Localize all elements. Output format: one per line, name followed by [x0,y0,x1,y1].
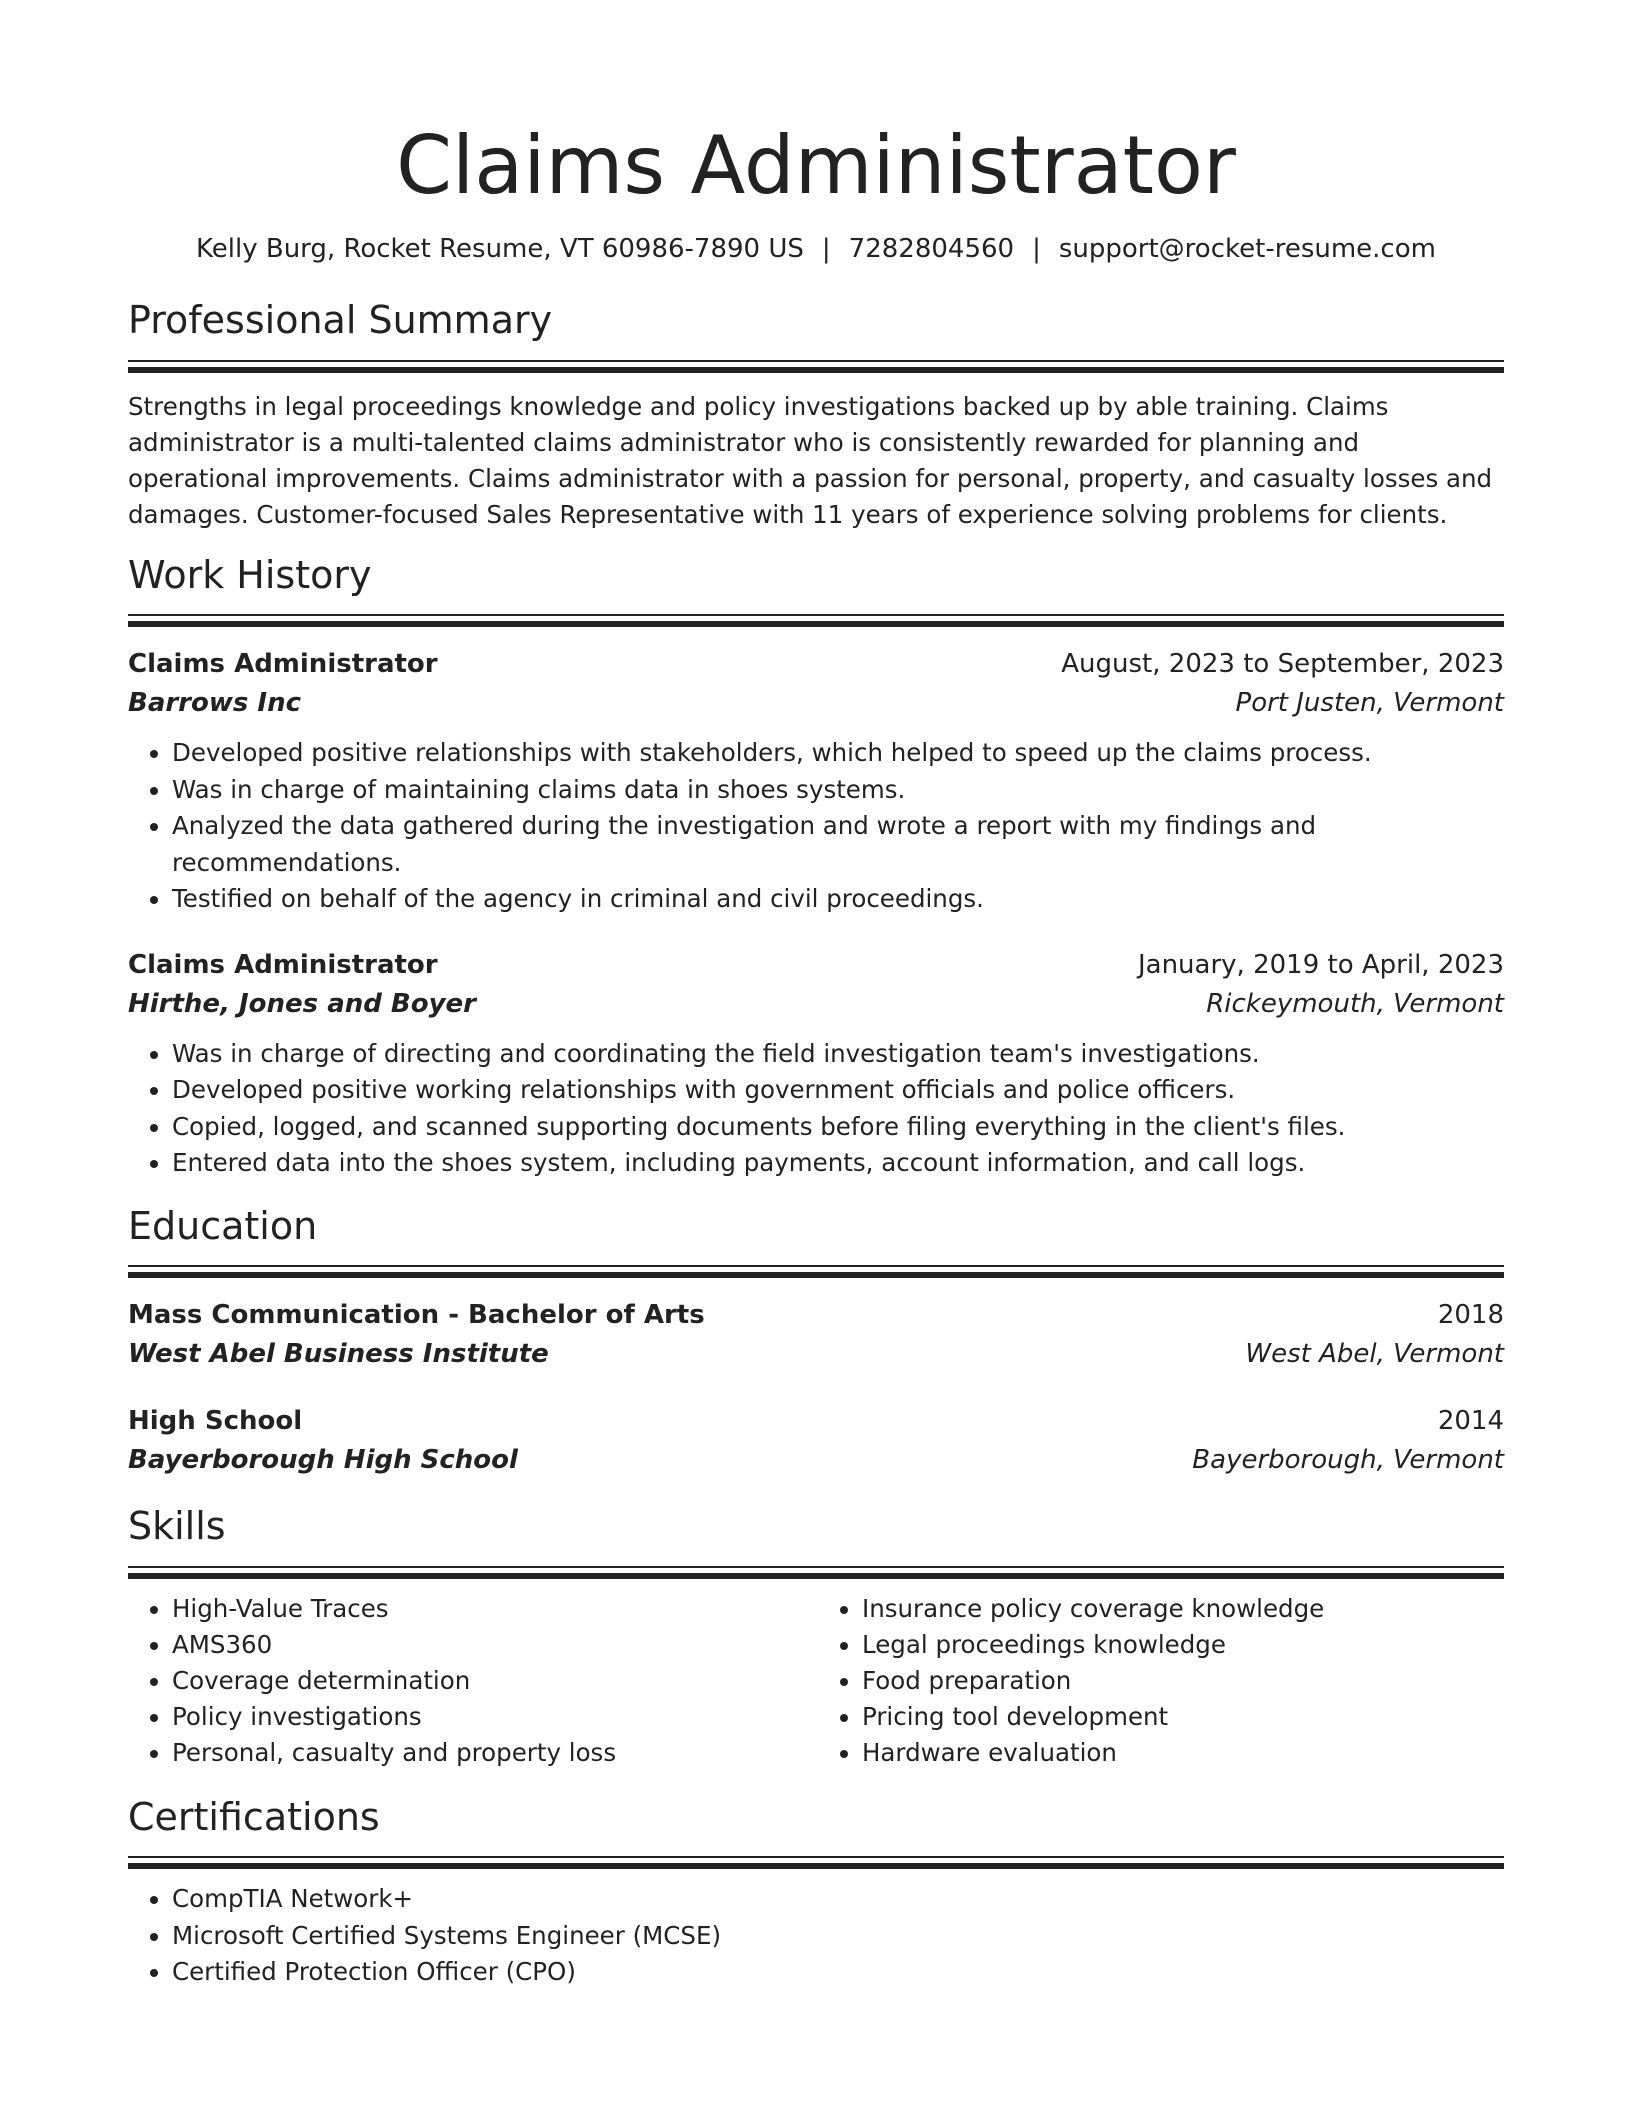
skills-column-left [128,1591,816,1771]
section-rule [128,1856,1504,1858]
certifications-section [128,1795,1504,1991]
contact-email[interactable]: support@rocket-resume.com [1058,234,1436,264]
skill-item: • Hardware evaluation [862,1735,1504,1771]
skills-columns [128,1591,1504,1771]
skill-item: • Pricing tool development [862,1699,1504,1735]
section-rule [128,360,1504,362]
skill-item: • Insurance policy coverage knowledge [862,1591,1504,1627]
skill-item: • Food preparation [862,1663,1504,1699]
contact-phone: 7282804560 [848,234,1015,264]
education-school: West Abel Business Institute [128,1339,549,1370]
section-title-certifications: Certifications [128,1794,380,1839]
list-item: • Copied, logged, and scanned supporting documents before filing everything in the client's files. [172,1109,1504,1146]
section-rule [128,1566,1504,1568]
skills-column-right [816,1591,1504,1771]
education-year: 2014 [1437,1406,1504,1437]
list-item: • Was in charge of directing and coordinating the field investigation team's investigations. [172,1036,1504,1073]
certification-item: • Certified Protection Officer (CPO) [172,1954,1504,1991]
section-title-summary: Professional Summary [128,298,553,342]
certifications-list [128,1881,1504,1991]
list-item: • Analyzed the data gathered during the investigation and wrote a report with my findings and recommendations. [172,808,1504,881]
certification-item: • CompTIA Network+ [172,1881,1504,1918]
job-bullets [128,735,1504,918]
list-item: • Was in charge of maintaining claims data in shoes systems. [172,772,1504,809]
certification-item: • Microsoft Certified Systems Engineer (MCSE) [172,1918,1504,1955]
section-rule [128,1863,1504,1869]
list-item: • Entered data into the shoes system, including payments, account information, and call logs. [172,1145,1504,1182]
contact-address: Kelly Burg, Rocket Resume, VT 60986-7890 US [196,234,804,264]
list-item: • Testified on behalf of the agency in criminal and civil proceedings. [172,881,1504,918]
education-entry [128,1402,1504,1480]
job-location: Rickeymouth, Vermont [1206,988,1504,1019]
job-location: Port Justen, Vermont [1235,688,1504,719]
section-rule [128,614,1504,616]
education-location: Bayerborough, Vermont [1192,1445,1504,1476]
contact-line [128,234,1504,264]
section-rule [128,621,1504,627]
job-dates: January, 2019 to April, 2023 [1137,949,1504,980]
education-school: Bayerborough High School [128,1445,518,1476]
section-title-education: Education [128,1203,318,1248]
section-rule [128,1573,1504,1579]
education-section [128,1204,1504,1481]
job-company: Barrows Inc [128,688,302,719]
section-rule [128,367,1504,373]
education-entry [128,1296,1504,1374]
skills-section [128,1504,1504,1771]
contact-separator: | [821,234,831,264]
resume-title: Claims Administrator [396,119,1236,212]
skill-item: • Legal proceedings knowledge [862,1627,1504,1663]
skill-item: • AMS360 [172,1627,816,1663]
section-rule [128,1272,1504,1278]
skill-item: • Personal, casualty and property loss [172,1735,816,1771]
summary-section [128,298,1504,533]
job-title: Claims Administrator [128,949,438,980]
contact-separator: | [1032,234,1041,264]
job-bullets [128,1036,1504,1182]
job-entry [128,946,1504,1182]
skill-item: • Policy investigations [172,1699,816,1735]
education-location: West Abel, Vermont [1245,1339,1504,1370]
section-rule [128,1265,1504,1267]
education-degree: High School [128,1406,303,1437]
work-history-section [128,553,1504,1182]
skill-item: • High-Value Traces [172,1591,816,1627]
job-entry [128,645,1504,918]
skill-item: • Coverage determination [172,1663,816,1699]
list-item: • Developed positive relationships with stakeholders, which helped to speed up the claims process. [172,735,1504,772]
education-year: 2018 [1437,1300,1504,1331]
job-company: Hirthe, Jones and Boyer [128,988,477,1019]
summary-text: Strengths in legal proceedings knowledge and policy investigations backed up by able training. Claims administrator is a multi-talented claims administrator who is consistently rewarded for planning and operational improvements. Claims administrator with a passion for personal, property, and casualty losses and damages. Customer-focused Sales Representative with 11 years of experience solving problems for clients. [128,391,1493,529]
education-degree: Mass Communication - Bachelor of Arts [128,1300,705,1331]
list-item: • Developed positive working relationships with government officials and police officers. [172,1072,1504,1109]
job-dates: August, 2023 to September, 2023 [1061,649,1504,680]
section-title-work: Work History [128,552,372,597]
section-title-skills: Skills [128,1504,226,1549]
job-title: Claims Administrator [128,649,438,680]
